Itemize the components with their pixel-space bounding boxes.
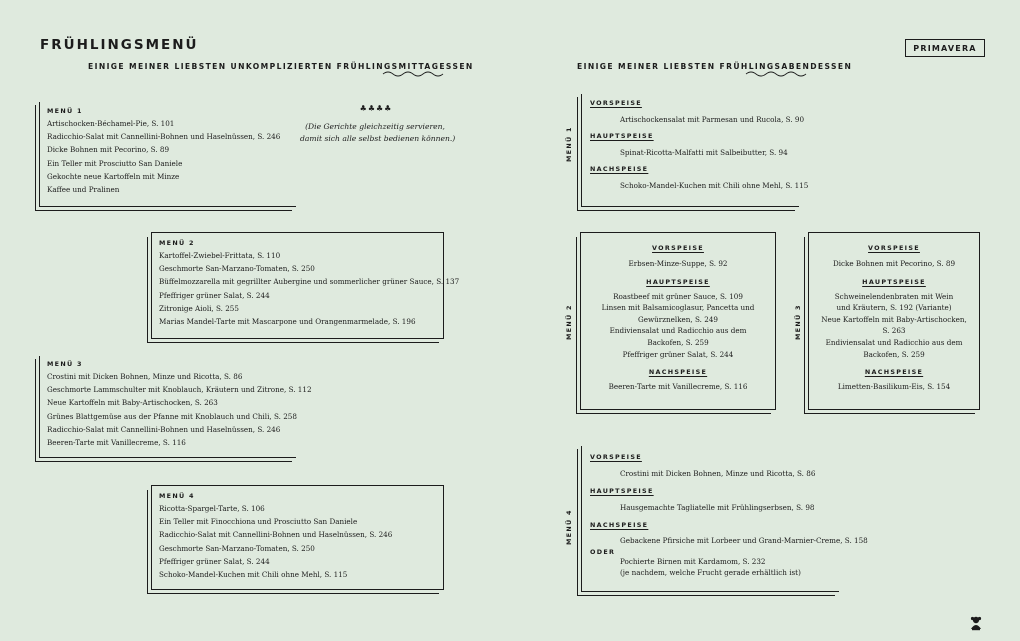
menu-label-vertical: MENÜ 4 xyxy=(565,509,573,545)
section-heading: HAUPTSPEISE xyxy=(590,132,654,141)
flower-ornament-icon: ♣♣♣♣ xyxy=(359,104,393,113)
list-item: Pfeffriger grüner Salat, S. 244 xyxy=(622,349,734,359)
menu-label: MENÜ 2 xyxy=(159,239,195,247)
section-heading: NACHSPEISE xyxy=(590,165,649,174)
section-heading: HAUPTSPEISE xyxy=(862,277,926,286)
list-item: Crostini mit Dicken Bohnen, Minze und Ricotta, S. 86 xyxy=(620,469,816,478)
list-item: Radicchio-Salat mit Cannellini-Bohnen und Haselnüssen, S. 246 xyxy=(159,530,393,540)
list-item: Linsen mit Balsamicoglasur, Pancetta und xyxy=(601,303,755,313)
dinner-menu-2 xyxy=(580,244,776,393)
list-item: Kaffee und Pralinen xyxy=(47,185,120,195)
list-item: Geschmorte San-Marzano-Tomaten, S. 250 xyxy=(159,264,315,274)
list-item: und Kräutern, S. 192 (Variante) xyxy=(836,303,952,313)
dinner-menu-1 xyxy=(590,99,808,193)
section-heading: NACHSPEISE xyxy=(590,521,649,530)
list-item: Roastbeef mit grüner Sauce, S. 109 xyxy=(613,291,743,301)
list-item: Artischocken-Béchamel-Pie, S. 101 xyxy=(47,119,175,128)
section-heading: HAUPTSPEISE xyxy=(590,487,654,496)
list-item: Endiviensalat und Radicchio aus dem xyxy=(609,326,747,336)
menu-label-vertical: MENÜ 1 xyxy=(565,126,573,162)
list-item: Hausgemachte Tagliatelle mit Frühlingserbsen, S. 98 xyxy=(620,503,815,513)
section-heading: VORSPEISE xyxy=(652,244,704,252)
serving-note xyxy=(300,121,456,145)
list-item: Backofen, S. 259 xyxy=(647,337,709,347)
list-item: Schoko-Mandel-Kuchen mit Chili ohne Mehl, S. 115 xyxy=(620,181,809,191)
list-item: Kartoffel-Zwiebel-Frittata, S. 110 xyxy=(159,251,281,260)
lunch-menu-3 xyxy=(47,360,312,449)
list-item: Zitronige Aioli, S. 255 xyxy=(159,303,239,313)
list-item: Radicchio-Salat mit Cannellini-Bohnen und Haselnüssen, S. 246 xyxy=(47,424,281,434)
list-item: Erbsen-Minze-Suppe, S. 92 xyxy=(628,259,728,268)
list-item: Backofen, S. 259 xyxy=(863,349,925,359)
list-item: Geschmorte San-Marzano-Tomaten, S. 250 xyxy=(159,543,315,553)
list-item: Beeren-Tarte mit Vanillecreme, S. 116 xyxy=(47,438,186,448)
list-item: (je nachdem, welche Frucht gerade erhältlich ist) xyxy=(620,567,801,577)
chef-ornament-icon xyxy=(969,615,983,631)
section-heading: VORSPEISE xyxy=(590,99,642,107)
section-heading: HAUPTSPEISE xyxy=(646,277,710,286)
list-item: Endiviensalat und Radicchio aus dem xyxy=(825,337,963,347)
list-item: S. 263 xyxy=(882,326,906,336)
list-item: Schoko-Mandel-Kuchen mit Chili ohne Mehl, S. 115 xyxy=(159,570,348,580)
section-heading: VORSPEISE xyxy=(868,244,920,252)
wave-ornament xyxy=(382,70,444,78)
lunch-menu-1 xyxy=(47,107,280,196)
list-item: Dicke Bohnen mit Pecorino, S. 89 xyxy=(832,259,956,268)
menu-label-vertical: MENÜ 2 xyxy=(565,304,573,340)
list-item: Ein Teller mit Prosciutto San Daniele xyxy=(47,158,183,168)
list-item: Artischockensalat mit Parmesan und Rucola, S. 90 xyxy=(620,115,805,124)
list-item: Dicke Bohnen mit Pecorino, S. 89 xyxy=(47,145,170,155)
section-heading: NACHSPEISE xyxy=(864,368,924,377)
list-item: Neue Kartoffeln mit Baby-Artischocken, xyxy=(821,314,967,324)
dinner-menu-4 xyxy=(590,453,868,578)
list-item: Radicchio-Salat mit Cannellini-Bohnen und Haselnüssen, S. 246 xyxy=(47,132,281,142)
list-item: Pfeffriger grüner Salat, S. 244 xyxy=(159,556,270,566)
lunch-menu-2 xyxy=(159,239,459,328)
section-heading: VORSPEISE xyxy=(590,453,642,461)
menu-label: MENÜ 1 xyxy=(47,107,83,115)
list-item: Büffelmozzarella mit gegrillter Aubergine und sommerlicher grüner Sauce, S. 137 xyxy=(159,277,460,287)
list-item: Gewürznelken, S. 249 xyxy=(638,314,718,324)
list-item: Pfeffriger grüner Salat, S. 244 xyxy=(159,290,270,300)
list-item: Pochierte Birnen mit Kardamom, S. 232 xyxy=(620,556,766,566)
note-line: (Die Gerichte gleichzeitig servieren, xyxy=(305,122,445,131)
primavera-badge: PRIMAVERA xyxy=(905,39,985,57)
list-item: Limetten-Basilikum-Eis, S. 154 xyxy=(837,382,951,392)
section-heading: NACHSPEISE xyxy=(648,368,708,377)
list-item: Beeren-Tarte mit Vanillecreme, S. 116 xyxy=(608,382,748,392)
list-item: Crostini mit Dicken Bohnen, Minze und Ricotta, S. 86 xyxy=(47,372,243,381)
menu-label: MENÜ 4 xyxy=(159,492,195,500)
wave-ornament xyxy=(745,70,807,78)
list-item: Schweinelendenbraten mit Wein xyxy=(834,291,954,301)
dinner-menu-3 xyxy=(808,244,980,393)
menu-label: MENÜ 3 xyxy=(47,360,83,368)
list-item: Grünes Blattgemüse aus der Pfanne mit Knoblauch und Chili, S. 258 xyxy=(47,411,297,421)
list-item: Marias Mandel-Tarte mit Mascarpone und Orangenmarmelade, S. 196 xyxy=(159,317,416,327)
note-line: damit sich alle selbst bedienen können.) xyxy=(300,134,456,143)
subtitle-dinner: EINIGE MEINER LIEBSTEN FRÜHLINGSABENDESSEN xyxy=(577,62,853,71)
list-item: Spinat-Ricotta-Malfatti mit Salbeibutter, S. 94 xyxy=(620,148,788,158)
page-title: FRÜHLINGSMENÜ xyxy=(40,37,199,53)
list-item: Geschmorte Lammschulter mit Knoblauch, Kräutern und Zitrone, S. 112 xyxy=(47,385,312,395)
lunch-menu-4 xyxy=(159,492,392,581)
or-label: ODER xyxy=(590,547,616,556)
list-item: Neue Kartoffeln mit Baby-Artischocken, S. 263 xyxy=(47,398,218,408)
menu-label-vertical: MENÜ 3 xyxy=(794,304,802,340)
list-item: Gekochte neue Kartoffeln mit Minze xyxy=(47,171,180,181)
subtitle-lunch: EINIGE MEINER LIEBSTEN UNKOMPLIZIERTEN FRÜHLINGSMITTAGESSEN xyxy=(88,62,474,71)
list-item: Ein Teller mit Finocchiona und Prosciutto San Daniele xyxy=(159,517,358,527)
list-item: Ricotta-Spargel-Tarte, S. 106 xyxy=(159,504,265,513)
list-item: Gebackene Pfirsiche mit Lorbeer und Grand-Marnier-Creme, S. 158 xyxy=(620,536,868,546)
